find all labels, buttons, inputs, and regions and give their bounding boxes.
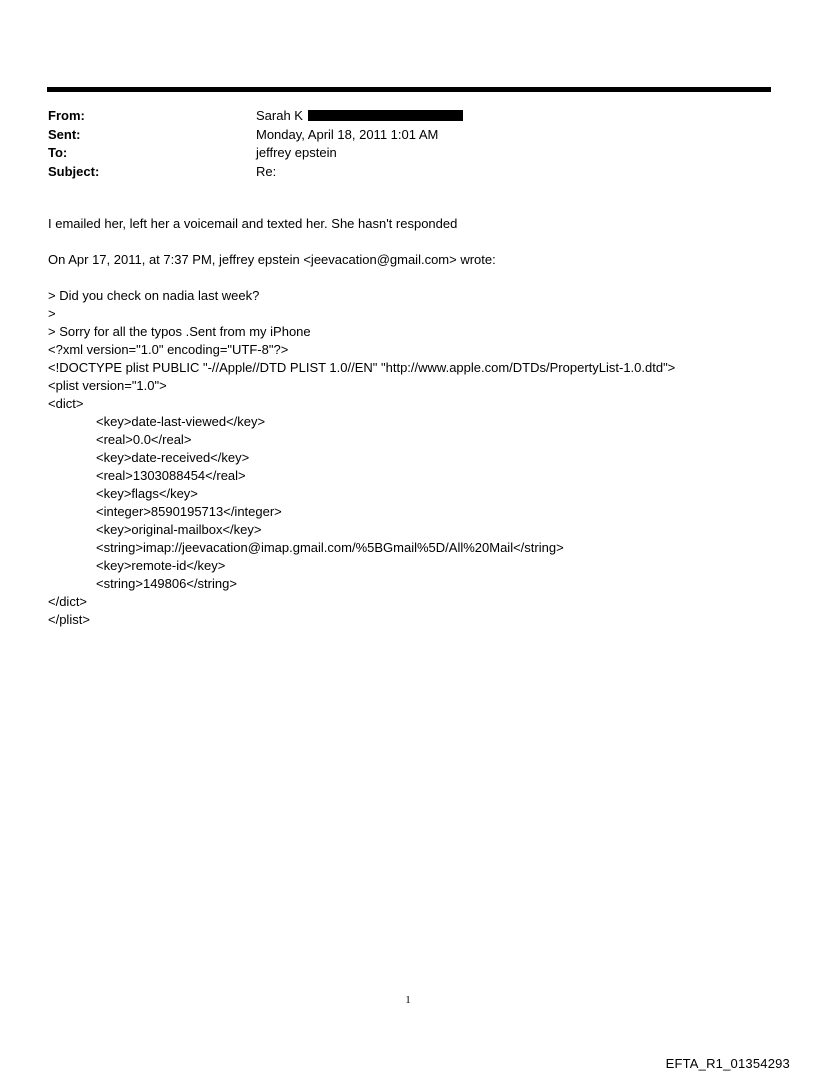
page-number: 1 [405, 994, 411, 1006]
subject-label: Subject: [48, 163, 100, 179]
to-value: jeffrey epstein [256, 145, 337, 160]
closing-line: </dict> [48, 594, 88, 609]
sent-label: Sent: [48, 126, 81, 142]
reply-text: I emailed her, left her a voicemail and texted her. She hasn't responded [48, 216, 458, 231]
sent-value: Monday, April 18, 2011 1:01 AM [256, 126, 439, 142]
redaction-block [308, 110, 463, 121]
dict-entry: <key>flags</key> [96, 486, 198, 501]
header-divider [47, 87, 771, 92]
dict-entry: <key>date-received</key> [96, 450, 250, 465]
sent-row [48, 126, 768, 145]
dict-entry: <real>0.0</real> [96, 432, 192, 447]
to-row [48, 144, 768, 163]
dict-entry: <string>imap://jeevacation@imap.gmail.com/%5BGmail%5D/All%20Mail</string> [96, 540, 564, 555]
from-label: From: [48, 108, 85, 123]
to-label: To: [48, 145, 68, 160]
sender-name: Sarah K [256, 108, 303, 123]
quoted-line: > Did you check on nadia last week? [48, 288, 260, 303]
dict-entry: <key>original-mailbox</key> [96, 522, 262, 537]
dict-entry: <real>1303088454</real> [96, 468, 246, 483]
subject-value: Re: [256, 163, 277, 179]
xml-line: <plist version="1.0"> [48, 378, 167, 393]
subject-row [48, 163, 768, 182]
quoted-line: > Sorry for all the typos .Sent from my iPhone [48, 324, 311, 339]
xml-line: <?xml version="1.0" encoding="UTF-8"?> [48, 342, 289, 357]
quoted-line: > [48, 306, 56, 321]
quote-attribution: On Apr 17, 2011, at 7:37 PM, jeffrey epstein <jeevacation@gmail.com> wrote: [48, 252, 496, 267]
dict-entry: <string>149806</string> [96, 576, 237, 591]
from-value [256, 107, 463, 126]
dict-entry: <key>remote-id</key> [96, 558, 226, 573]
dict-entry: <key>date-last-viewed</key> [96, 414, 266, 429]
email-body [48, 287, 788, 629]
document-id: EFTA_R1_01354293 [665, 1056, 790, 1071]
email-header [48, 107, 768, 181]
from-row [48, 107, 768, 126]
dict-entry: <integer>8590195713</integer> [96, 504, 282, 519]
xml-line: <dict> [48, 396, 84, 411]
xml-line: <!DOCTYPE plist PUBLIC "-//Apple//DTD PLIST 1.0//EN" "http://www.apple.com/DTDs/PropertyList-1.0.dtd"> [48, 360, 676, 375]
closing-line: </plist> [48, 612, 90, 627]
